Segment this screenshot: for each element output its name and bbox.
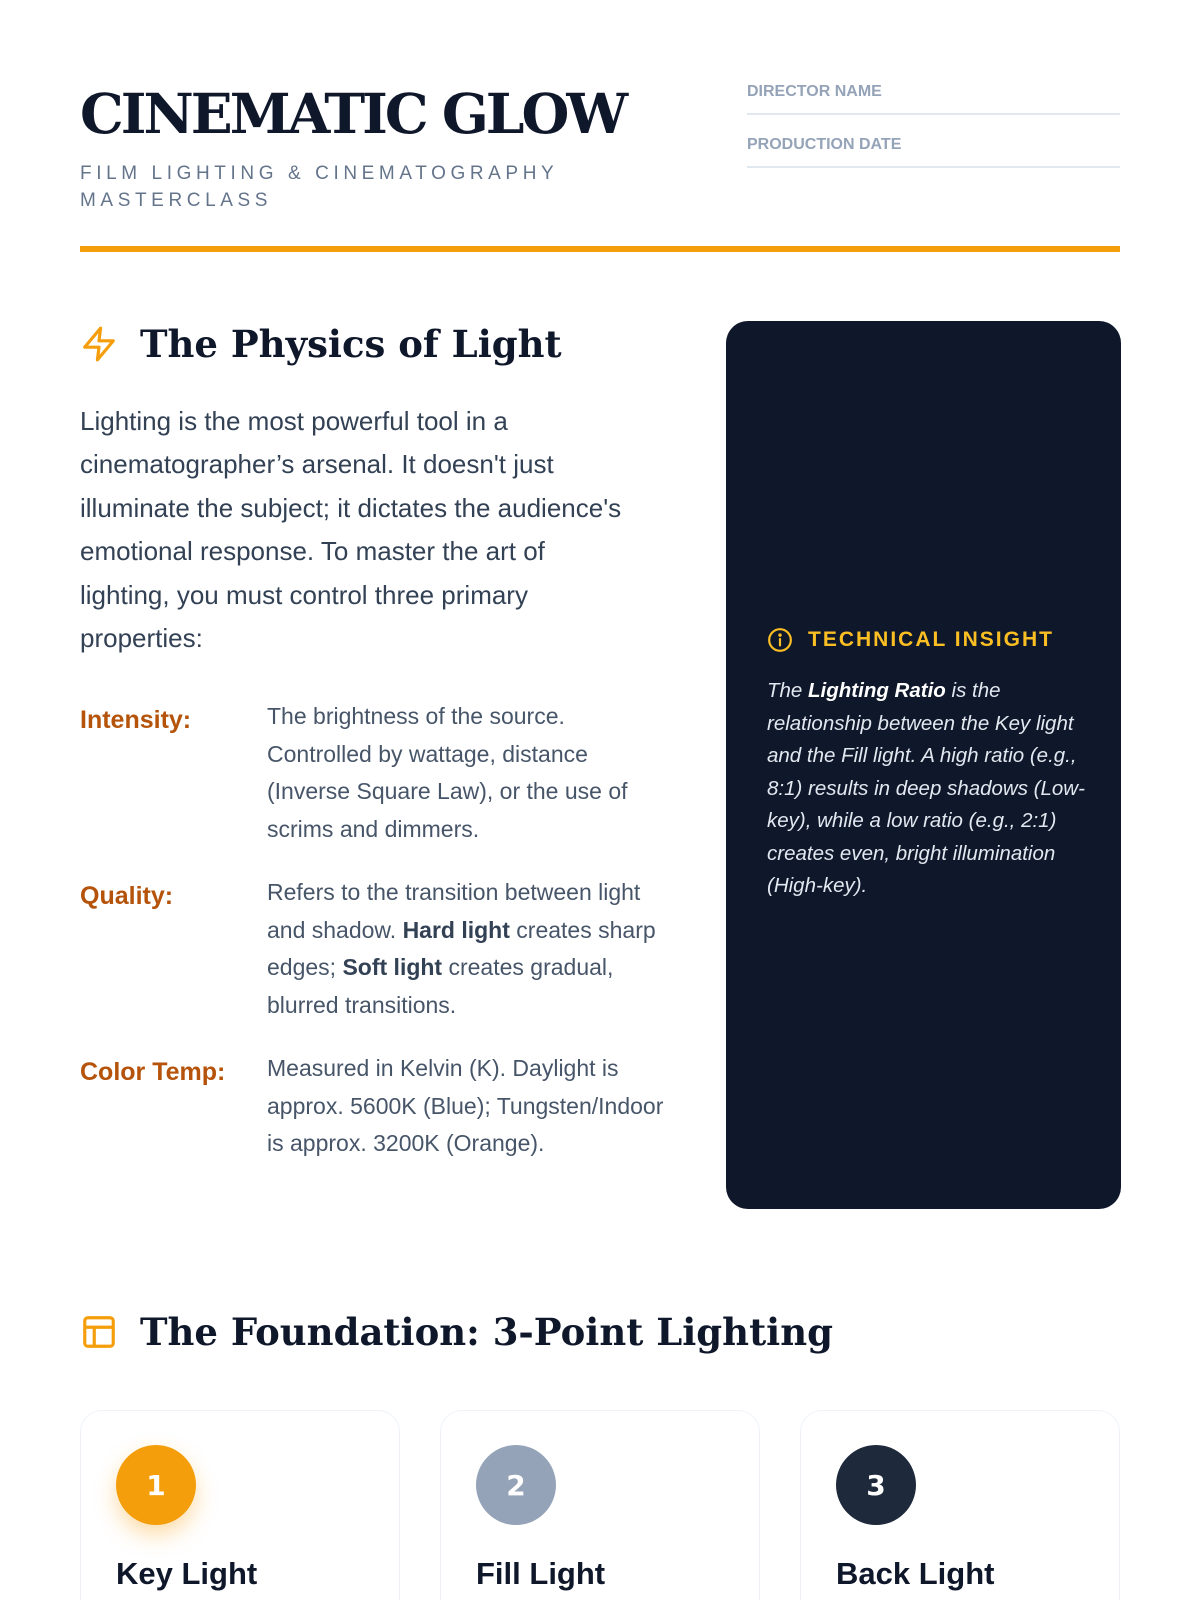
director-name-field[interactable]: DIRECTOR NAME (747, 82, 1120, 115)
property-term: Intensity: (80, 706, 192, 734)
property-intensity (80, 698, 680, 848)
property-description (267, 874, 667, 1024)
property-term: Color Temp: (80, 1058, 226, 1086)
property-description: Measured in Kelvin (K). Daylight is approx. 5600K (Blue); Tungsten/Indoor is approx. 3200K (Orange). (267, 1055, 664, 1156)
insight-text (767, 675, 1092, 903)
page-header (80, 82, 1120, 214)
production-date-field[interactable]: PRODUCTION DATE (747, 135, 1120, 168)
page-title: CINEMATIC GLOW (80, 81, 626, 146)
property-term: Quality: (80, 882, 174, 910)
card-key-light (80, 1410, 400, 1600)
foundation-title: The Foundation: 3-Point Lighting (140, 1310, 833, 1354)
property-quality (80, 874, 680, 1024)
physics-intro: Lighting is the most powerful tool in a cinematographer’s arsenal. It doesn't just illuminate the subject; it dictates the audience's emotional response. To master the art of lighting, you must control three primary properties: (80, 406, 622, 654)
layout-icon (80, 1313, 118, 1351)
insight-text-part: is the relationship between the Key light and the Fill light. A high ratio (e.g., 8:1) results in deep shadows (Low-key), while a low ratio (e.g., 2:1) creates even, bright illumination (High-key). (767, 679, 1085, 897)
property-color-temp (80, 1050, 680, 1163)
physics-section-heading (80, 322, 562, 366)
desc-text: creates sharp edges; (267, 916, 656, 980)
card-title: Key Light (116, 1556, 258, 1591)
step-badge: 2 (476, 1445, 556, 1525)
lighting-ratio-term: Lighting Ratio (808, 679, 946, 702)
info-circle-icon (767, 627, 793, 653)
step-badge: 3 (836, 1445, 916, 1525)
card-back-light (800, 1410, 1120, 1600)
card-title: Back Light (836, 1556, 995, 1591)
soft-light-term: Soft light (342, 954, 443, 980)
card-fill-light (440, 1410, 760, 1600)
three-point-cards (80, 1410, 1120, 1600)
light-properties-list (80, 698, 680, 1163)
desc-text: creates gradual, blurred transitions. (267, 954, 614, 1018)
page-subtitle: FILM LIGHTING & CINEMATOGRAPHY MASTERCLASS (80, 163, 558, 211)
physics-title: The Physics of Light (140, 322, 562, 366)
property-description: The brightness of the source. Controlled by wattage, distance (Inverse Square Law), or the use of scrims and dimmers. (267, 703, 628, 842)
foundation-section-heading (80, 1310, 833, 1354)
card-title: Fill Light (476, 1556, 606, 1591)
hard-light-term: Hard light (402, 916, 510, 943)
technical-insight-card (726, 321, 1121, 1209)
insight-label: TECHNICAL INSIGHT (808, 628, 1054, 651)
production-meta (747, 82, 1120, 168)
step-badge: 1 (116, 1445, 196, 1525)
desc-text: Refers to the transition between light and shadow. (267, 879, 641, 943)
lightning-bolt-icon (80, 325, 118, 363)
header-divider (80, 246, 1120, 252)
insight-text-part: The (767, 679, 809, 702)
